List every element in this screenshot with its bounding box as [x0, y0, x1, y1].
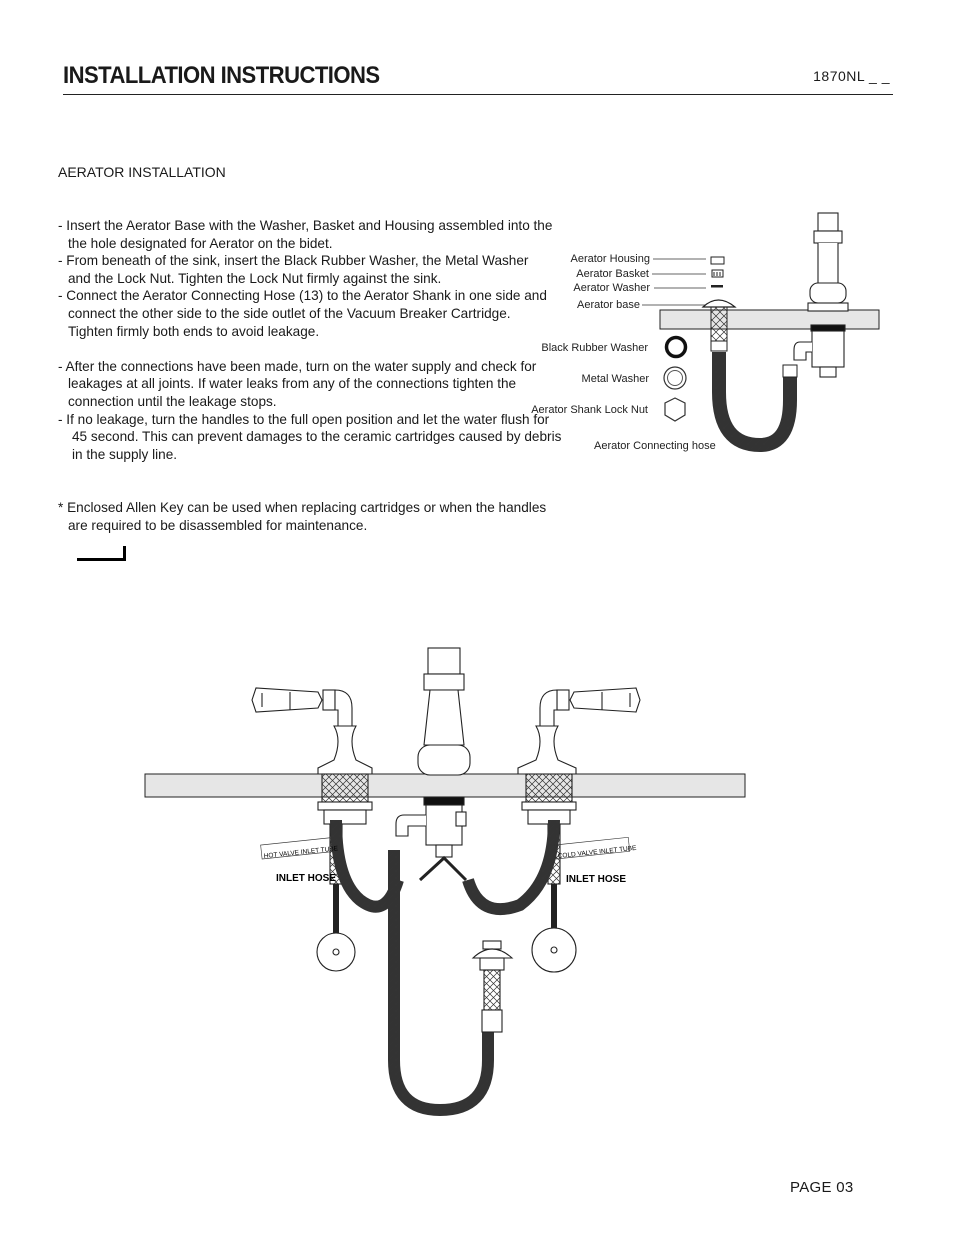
step-line: - After the connections have been made, turn on the water supply and check for	[58, 358, 537, 374]
center-vacuum-breaker	[396, 648, 470, 857]
section-title: AERATOR INSTALLATION	[58, 164, 226, 180]
step-line: connection until the leakage stops.	[68, 393, 277, 409]
label-aerator-washer: Aerator Washer	[573, 282, 650, 294]
step-line: - If no leakage, turn the handles to the full open position and let the water flush for	[58, 411, 550, 427]
cold-handle	[518, 688, 640, 972]
label-cold-valve-inlet-tube: COLD VALVE INLET TUBE	[557, 844, 637, 860]
page-number: PAGE 03	[790, 1179, 854, 1196]
label-lock-nut: Aerator Shank Lock Nut	[531, 404, 648, 416]
label-aerator-housing: Aerator Housing	[570, 253, 650, 265]
allen-key-note: * Enclosed Allen Key can be used when replacing cartridges or when the handles are required to be disassembled for maintenance.	[58, 500, 547, 533]
label-hot-valve-inlet-tube: HOT VALVE INLET TUBE	[263, 845, 339, 860]
hot-handle	[252, 688, 372, 971]
label-connecting-hose: Aerator Connecting hose	[594, 440, 716, 452]
step-line: Tighten firmly both ends to avoid leakage.	[68, 323, 320, 339]
aerator-assembly	[473, 941, 512, 1032]
step-line: connect the other side to the side outlet of the Vacuum Breaker Cartridge.	[68, 305, 511, 321]
label-aerator-basket: Aerator Basket	[576, 268, 649, 280]
step-line: 45 second. This can prevent damages to the ceramic cartridges caused by debris	[72, 429, 562, 445]
step-line: and the Lock Nut. Tighten the Lock Nut firmly against the sink.	[68, 270, 442, 286]
label-aerator-base: Aerator base	[577, 299, 640, 311]
page-title: INSTALLATION INSTRUCTIONS	[63, 62, 380, 89]
step-line: in the supply line.	[72, 446, 178, 462]
step-line: - Connect the Aerator Connecting Hose (13) to the Aerator Shank in one side and	[58, 288, 547, 304]
step-line: the hole designated for Aerator on the bidet.	[68, 235, 333, 251]
step-line: - From beneath of the sink, insert the Black Rubber Washer, the Metal Washer	[58, 253, 529, 269]
sink-deck	[145, 774, 745, 797]
inlet-hoses	[336, 820, 554, 1110]
label-black-rubber-washer: Black Rubber Washer	[541, 342, 648, 354]
y-connector	[420, 858, 466, 880]
label-metal-washer: Metal Washer	[581, 373, 649, 385]
step-line: - Insert the Aerator Base with the Washer, Basket and Housing assembled into the	[58, 218, 553, 233]
step-line: leakages at all joints. If water leaks from any of the connections tighten the	[68, 376, 517, 392]
label-inlet-hose-left: INLET HOSE	[276, 873, 337, 884]
label-inlet-hose-right: INLET HOSE	[566, 874, 627, 885]
model-number: 1870NL _ _	[813, 68, 890, 84]
